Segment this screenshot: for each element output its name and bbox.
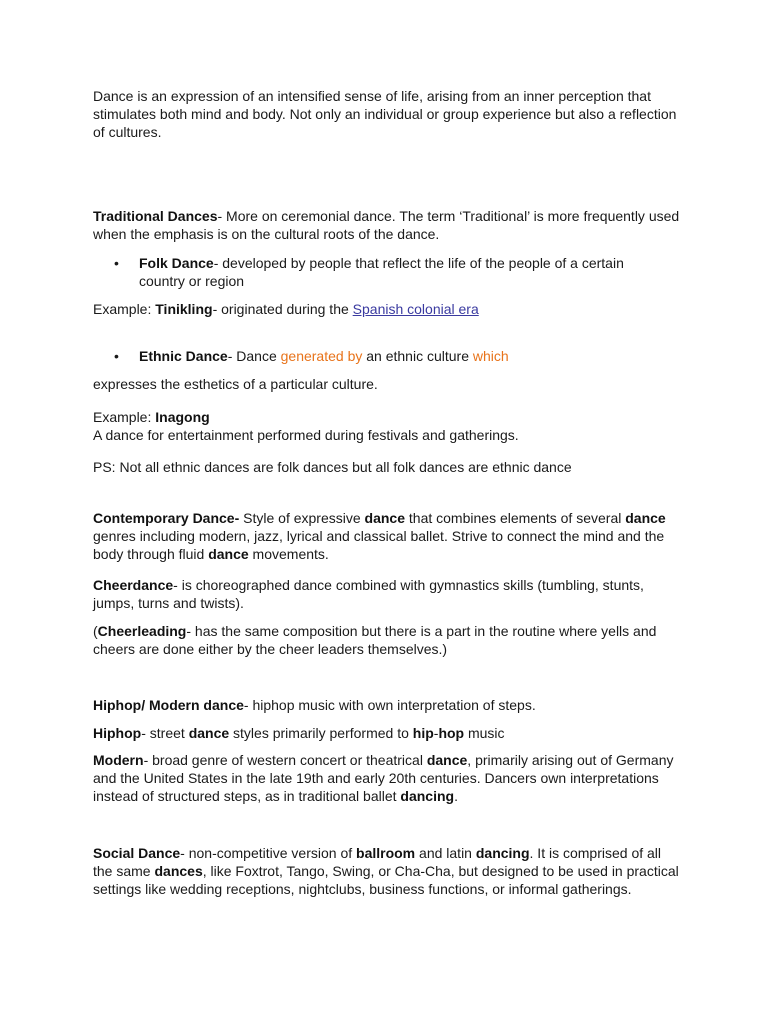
hiphop-modern-paragraph: Hiphop/ Modern dance- hiphop music with own interpretation of steps. bbox=[93, 697, 536, 713]
social-dance-paragraph: Social Dance- non-competitive version of ballroom and latin dancing. It is comprised of all the same dances, like Foxtrot, Tango, Swing, or Cha-Cha, but designed to be used in practical settings like wedding receptions, nightclubs, business functions, or informal gatherings. bbox=[93, 845, 679, 897]
cheerleading-paragraph: (Cheerleading- has the same composition but there is a part in the routine where yells and cheers are done either by the cheer leaders themselves.) bbox=[93, 623, 657, 657]
traditional-dances-paragraph: Traditional Dances- More on ceremonial dance. The term ‘Traditional’ is more frequently used when the emphasis is on the cultural roots of the dance. bbox=[93, 208, 680, 242]
spanish-colonial-era-link[interactable]: Spanish colonial era bbox=[352, 301, 479, 317]
social-dance-heading: Social Dance bbox=[93, 845, 181, 861]
folk-dance-term: Folk Dance bbox=[139, 255, 214, 271]
inagong-example: Example: Inagong A dance for entertainment performed during festivals and gatherings. bbox=[93, 409, 519, 443]
ethnic-dance-continuation: expresses the esthetics of a particular culture. bbox=[93, 376, 378, 392]
hiphop-paragraph: Hiphop- street dance styles primarily performed to hip-hop music bbox=[93, 725, 505, 741]
intro-paragraph: Dance is an expression of an intensified sense of life, arising from an inner perception that stimulates both mind and body. Not only an individual or group experience but also a reflection of cultures. bbox=[93, 88, 677, 140]
cheerleading-term: Cheerleading bbox=[97, 623, 187, 639]
bullet-icon: • bbox=[114, 255, 119, 271]
highlighted-text: generated by bbox=[280, 348, 363, 364]
modern-term: Modern bbox=[93, 752, 144, 768]
ethnic-dance-term: Ethnic Dance bbox=[139, 348, 228, 364]
tinikling-example: Example: Tinikling- originated during the Spanish colonial era bbox=[93, 301, 479, 317]
hiphop-term: Hiphop bbox=[93, 725, 142, 741]
folk-dance-item: Folk Dance- developed by people that reflect the life of the people of a certain country or region bbox=[139, 255, 624, 289]
bullet-icon: • bbox=[114, 348, 119, 364]
modern-paragraph: Modern- broad genre of western concert or theatrical dance, primarily arising out of Germany and the United States in the late 19th and early 20th centuries. Dancers own interpretations instead of structured steps, as in traditional ballet dancing. bbox=[93, 752, 674, 804]
traditional-dances-heading: Traditional Dances bbox=[93, 208, 218, 224]
cheerdance-heading: Cheerdance bbox=[93, 577, 174, 593]
contemporary-dance-paragraph: Contemporary Dance- Style of expressive dance that combines elements of several dance genres including modern, jazz, lyrical and classical ballet. Strive to connect the mind and the body through fluid dance movements. bbox=[93, 510, 666, 562]
hiphop-modern-heading: Hiphop/ Modern dance bbox=[93, 697, 244, 713]
ps-note: PS: Not all ethnic dances are folk dances but all folk dances are ethnic dance bbox=[93, 459, 572, 475]
cheerdance-paragraph: Cheerdance- is choreographed dance combined with gymnastics skills (tumbling, stunts, jumps, turns and twists). bbox=[93, 577, 644, 611]
contemporary-dance-heading: Contemporary Dance- bbox=[93, 510, 240, 526]
highlighted-text: which bbox=[472, 348, 509, 364]
ethnic-dance-item: Ethnic Dance- Dance generated by an ethnic culture which bbox=[139, 348, 509, 364]
